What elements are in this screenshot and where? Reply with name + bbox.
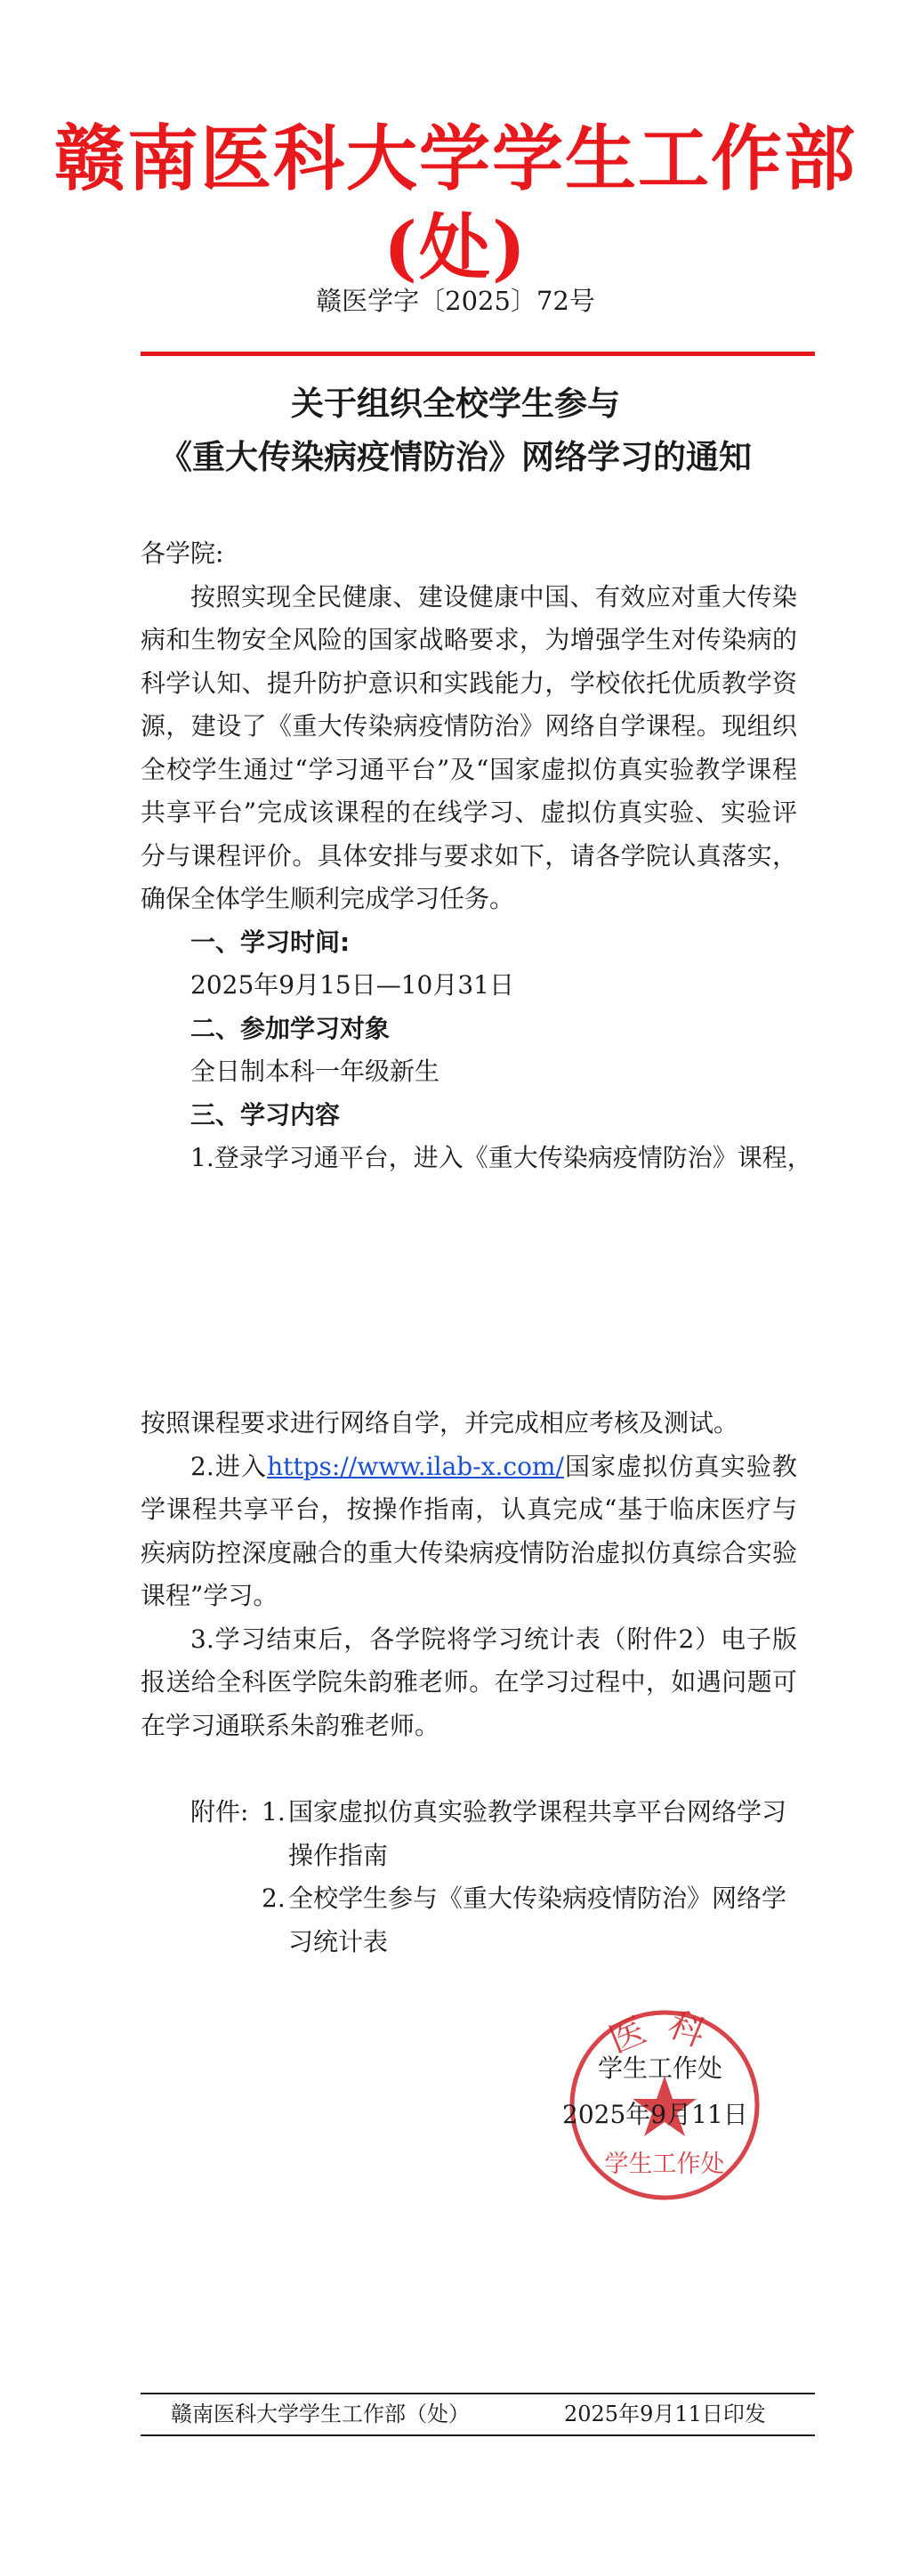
section-content-heading: 三、学习内容 [190,1099,341,1130]
red-divider [141,352,815,356]
attachment-number: 2. [262,1883,286,1913]
content-item-2-prefix: 2.进入 [190,1451,268,1481]
attachment-item[interactable] [262,1791,786,1877]
attachments [190,1791,786,1964]
notice-body-continued [141,1402,797,1747]
content-item-1-second-line: 按照课程要求进行网络自学，并完成相应考核及测试。 [141,1408,739,1438]
org-title: 赣南医科大学学生工作部(处) [54,117,857,289]
intro-paragraph: 按照实现全民健康、建设健康中国、有效应对重大传染病和生物安全风险的国家战略要求，为增强学生对传染病的科学认知、提升防护意识和实践能力，学校依托优质教学资源，建设了《重大传染病疫情防治》网络自学课程。现组织全校学生通过“学习通平台”及“国家虚拟仿真实验教学课程共享平台”完成该课程的在线学习、虚拟仿真实验、实验评分与课程评价。具体安排与要求如下，请各学院认真落实，确保全体学生顺利完成学习任务。 [141,581,797,913]
attachment-title: 国家虚拟仿真实验教学课程共享平台网络学习操作指南 [288,1797,787,1870]
study-time-value: 2025年9月15日—10月31日 [190,970,514,1000]
notice-body [141,532,812,1180]
footer-divider-top [141,2393,815,2394]
content-item-3: 3.学习结束后，各学院将学习统计表（附件2）电子版报送给全科医学院朱韵雅老师。在学习过程中，如遇问题可在学习通联系朱韵雅老师。 [141,1624,797,1740]
attachment-item[interactable] [262,1877,786,1964]
section-time-heading: 一、学习时间: [190,927,351,957]
seal-top-text: 医科 [603,2006,726,2062]
seal-bottom-text: 学生工作处 [604,2151,725,2178]
salutation: 各学院: [141,539,224,568]
document-number: 赣医学字〔2025〕72号 [316,286,595,316]
notice-title-line-1: 关于组织全校学生参与 [291,384,620,423]
content-item-1-first-line: 1.登录学习通平台，进入《重大传染病疫情防治》课程， [190,1143,812,1172]
attachment-title: 全校学生参与《重大传染病疫情防治》网络学习统计表 [288,1883,787,1956]
ilab-x-link[interactable]: https://www.ilab-x.com/ [267,1451,564,1481]
content-item-2 [141,1446,797,1618]
section-target-heading: 二、参加学习对象 [190,1013,391,1043]
footer-issuer: 赣南医科大学学生工作部（处） [171,2402,470,2426]
signature-org: 学生工作处 [598,2054,723,2083]
footer-divider-bottom [141,2434,815,2436]
signature-date: 2025年9月11日 [562,2100,748,2129]
study-target-value: 全日制本科一年级新生 [190,1057,440,1086]
content-item-2-text: 国家虚拟仿真实验教学课程共享平台，按操作指南，认真完成“基于临床医疗与疾病防控深度融合的重大传染病疫情防治虚拟仿真综合实验课程”学习。 [141,1451,797,1610]
footer-print-date: 2025年9月11日印发 [564,2402,766,2426]
attachments-label: 附件: [190,1797,249,1827]
notice-title-line-2: 《重大传染病疫情防治》网络学习的通知 [159,437,752,476]
attachment-number: 1. [262,1797,286,1827]
